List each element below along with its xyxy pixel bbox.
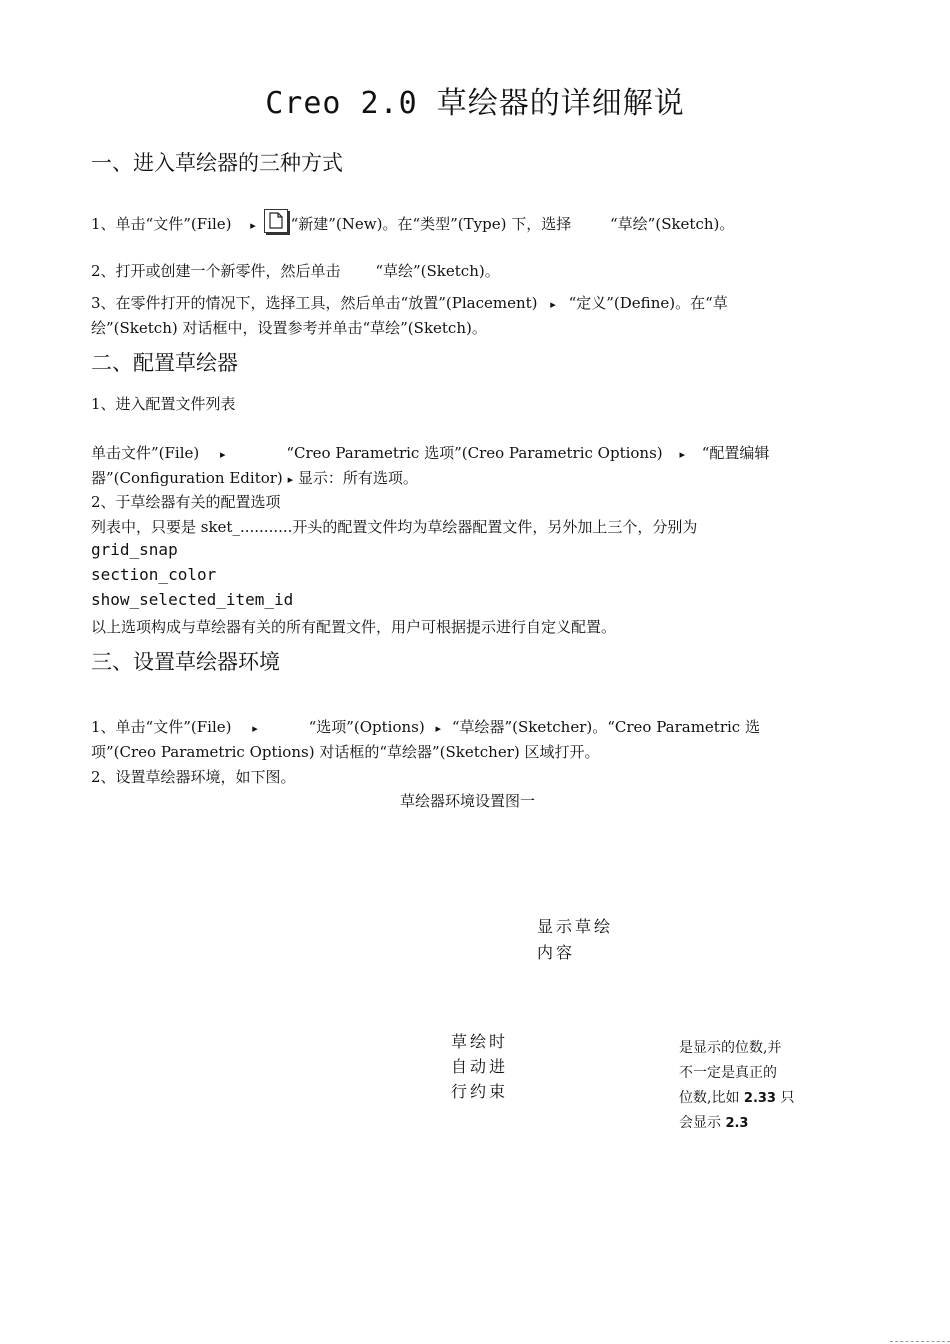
section2-line-b <box>91 467 418 488</box>
section3-step2: 2、设置草绘器环境，如下图。 <box>91 768 296 786</box>
step1-text-b: “选项”(Options) <box>308 718 425 736</box>
section2-sub2: 2、于草绘器有关的配置选项 <box>91 493 281 511</box>
digits-text: 只 <box>780 1090 795 1106</box>
annotation-digits <box>679 1036 794 1136</box>
item2-text-a: 2、打开或创建一个新零件，然后单击 <box>91 262 341 280</box>
section3-step1-line1 <box>91 716 760 737</box>
section1-item1 <box>91 209 734 234</box>
item1-text-c: “草绘”(Sketch)。 <box>610 215 735 233</box>
annotation-constraint-line2: 自动进 <box>451 1057 509 1076</box>
item1-text-a: 1、单击“文件”(File) <box>91 215 232 233</box>
config-option-item: grid_snap <box>91 540 178 559</box>
annotation-digits-line4 <box>679 1111 794 1136</box>
arrow-icon: ▸ <box>250 219 256 232</box>
line-b-text-2: 显示：所有选项。 <box>297 469 418 487</box>
section-heading-2: 二、配置草绘器 <box>91 351 238 375</box>
arrow-icon: ▸ <box>435 722 442 735</box>
new-file-icon <box>264 209 288 233</box>
annotation-display-line2: 内容 <box>537 943 576 962</box>
digits-example-value: 2.3 <box>725 1116 749 1131</box>
page-title: Creo 2.0 草绘器的详细解说 <box>265 86 685 121</box>
annotation-constraint-line1: 草绘时 <box>451 1032 509 1051</box>
step1-text-a: 1、单击“文件”(File) <box>91 718 232 736</box>
annotation-digits-line1: 是显示的位数,并 <box>679 1040 782 1056</box>
arrow-icon: ▸ <box>550 298 556 311</box>
line-a-text-3: “配置编辑 <box>701 444 770 462</box>
arrow-icon: ▸ <box>252 722 258 735</box>
item2-text-b: “草绘”(Sketch)。 <box>375 262 500 280</box>
line-b-text-1: 器”(Configuration Editor) <box>91 469 283 487</box>
line-a-text-2: “Creo Parametric 选项”(Creo Parametric Options) <box>286 444 663 462</box>
config-option-item: show_selected_item_id <box>91 590 294 609</box>
section2-sub1: 1、进入配置文件列表 <box>91 395 236 413</box>
section2-summary: 以上选项构成与草绘器有关的所有配置文件，用户可根据提示进行自定义配置。 <box>91 618 617 636</box>
figure-caption: 草绘器环境设置图一 <box>400 792 536 810</box>
section1-item3-line1 <box>91 292 728 313</box>
digits-text: 位数,比如 <box>679 1090 740 1106</box>
item3-text-b: “定义”(Define)。在“草 <box>568 294 728 312</box>
section2-list-intro: 列表中，只要是 sket_...........开头的配置文件均为草绘器配置文件，另外加上三个，分别为 <box>91 518 698 536</box>
section2-line-a <box>91 442 769 463</box>
annotation-digits-line2: 不一定是真正的 <box>679 1065 777 1081</box>
annotation-digits-line3 <box>679 1086 794 1111</box>
line-a-text-1: 单击文件”(File) <box>91 444 200 462</box>
section1-item2 <box>91 260 500 281</box>
digits-example-value: 2.33 <box>743 1091 776 1106</box>
section3-step1-line2: 项”(Creo Parametric Options) 对话框的“草绘器”(Sketcher) 区域打开。 <box>91 743 600 761</box>
annotation-constraint-line3: 行约束 <box>451 1082 509 1101</box>
arrow-icon: ▸ <box>220 448 226 461</box>
arrow-icon: ▸ <box>287 473 294 486</box>
step1-text-c: “草绘器”(Sketcher)。“Creo Parametric 选 <box>451 718 760 736</box>
arrow-icon: ▸ <box>679 448 685 461</box>
item1-text-b: “新建”(New)。在“类型”(Type) 下，选择 <box>290 215 572 233</box>
config-option-item: section_color <box>91 565 217 584</box>
section1-item3-line2: 绘”(Sketch) 对话框中，设置参考并单击“草绘”(Sketch)。 <box>91 319 487 337</box>
section-heading-3: 三、设置草绘器环境 <box>91 650 280 674</box>
item3-text-a: 3、在零件打开的情况下，选择工具，然后单击“放置”(Placement) <box>91 294 538 312</box>
digits-text: 会显示 <box>679 1115 721 1131</box>
section-heading-1: 一、进入草绘器的三种方式 <box>91 151 343 175</box>
annotation-display-line1: 显示草绘 <box>537 917 614 936</box>
